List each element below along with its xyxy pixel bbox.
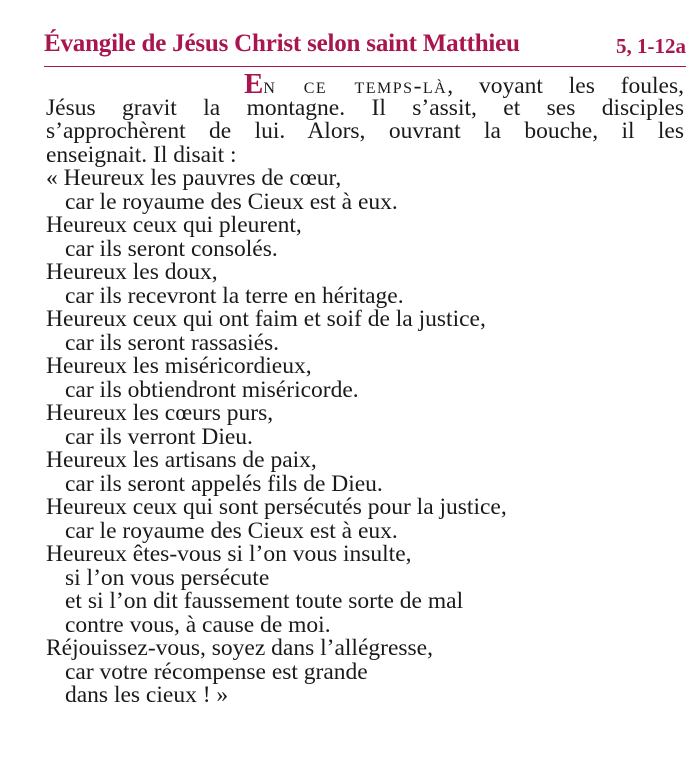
intro-line: enseignait. Il disait : (46, 141, 237, 168)
verse-line-indented: si l’on vous persécute (65, 564, 270, 591)
verse-line-indented: car ils seront rassasiés. (65, 329, 280, 356)
verse-line-indented: car ils seront appelés fils de Dieu. (65, 470, 383, 497)
intro-line (46, 68, 684, 100)
verse-line: Heureux ceux qui ont faim et soif de la justice, (46, 306, 486, 332)
intro-line: Jésus gravit la montagne. Il s’assit, et ses disciples (46, 94, 684, 121)
verse-line-indented: car votre récompense est grande (65, 658, 368, 685)
verse-line-indented: dans les cieux ! » (65, 682, 229, 708)
verse-line-indented: car le royaume des Cieux est à eux. (65, 517, 398, 544)
verse-line: Heureux les cœurs purs, (46, 400, 274, 426)
verse-line: Réjouissez-vous, soyez dans l’allégresse, (46, 635, 433, 661)
small-caps-opening: n ce temps-là (263, 73, 448, 99)
verse-line: Heureux êtes-vous si l’on vous insulte, (46, 541, 412, 567)
verse-line-indented: car ils obtiendront miséricorde. (65, 376, 359, 403)
gospel-reference: 5, 1-12a (616, 34, 686, 58)
verse-line: Heureux ceux qui sont persécutés pour la justice, (46, 494, 507, 520)
verse-line: Heureux les artisans de paix, (46, 447, 317, 473)
verse-line-indented: car ils verront Dieu. (65, 423, 253, 450)
verse-line-indented: et si l’on dit faussement toute sorte de mal (65, 588, 464, 614)
verse-line-indented: car ils seront consolés. (65, 235, 278, 262)
reading-header (44, 30, 686, 67)
verse-line: « Heureux les pauvres de cœur, (46, 165, 342, 191)
gospel-text (46, 68, 684, 708)
verse-line-indented: car ils recevront la terre en héritage. (65, 282, 404, 309)
verse-line: Heureux ceux qui pleurent, (46, 212, 302, 238)
verse-line-indented: contre vous, à cause de moi. (65, 611, 331, 638)
beatitudes-list (46, 167, 684, 708)
verse-line: Heureux les miséricordieux, (46, 353, 312, 379)
intro-line: s’approchèrent de lui. Alors, ouvrant la bouche, il les (46, 118, 684, 144)
intro-paragraph (46, 68, 684, 168)
gospel-title: Évangile de Jésus Christ selon saint Matthieu (44, 30, 520, 57)
drop-cap: E (244, 68, 264, 100)
verse-line-indented: car le royaume des Cieux est à eux. (65, 188, 398, 215)
verse-line: Heureux les doux, (46, 259, 218, 285)
intro-line-text: , voyant les foules, (447, 73, 684, 99)
